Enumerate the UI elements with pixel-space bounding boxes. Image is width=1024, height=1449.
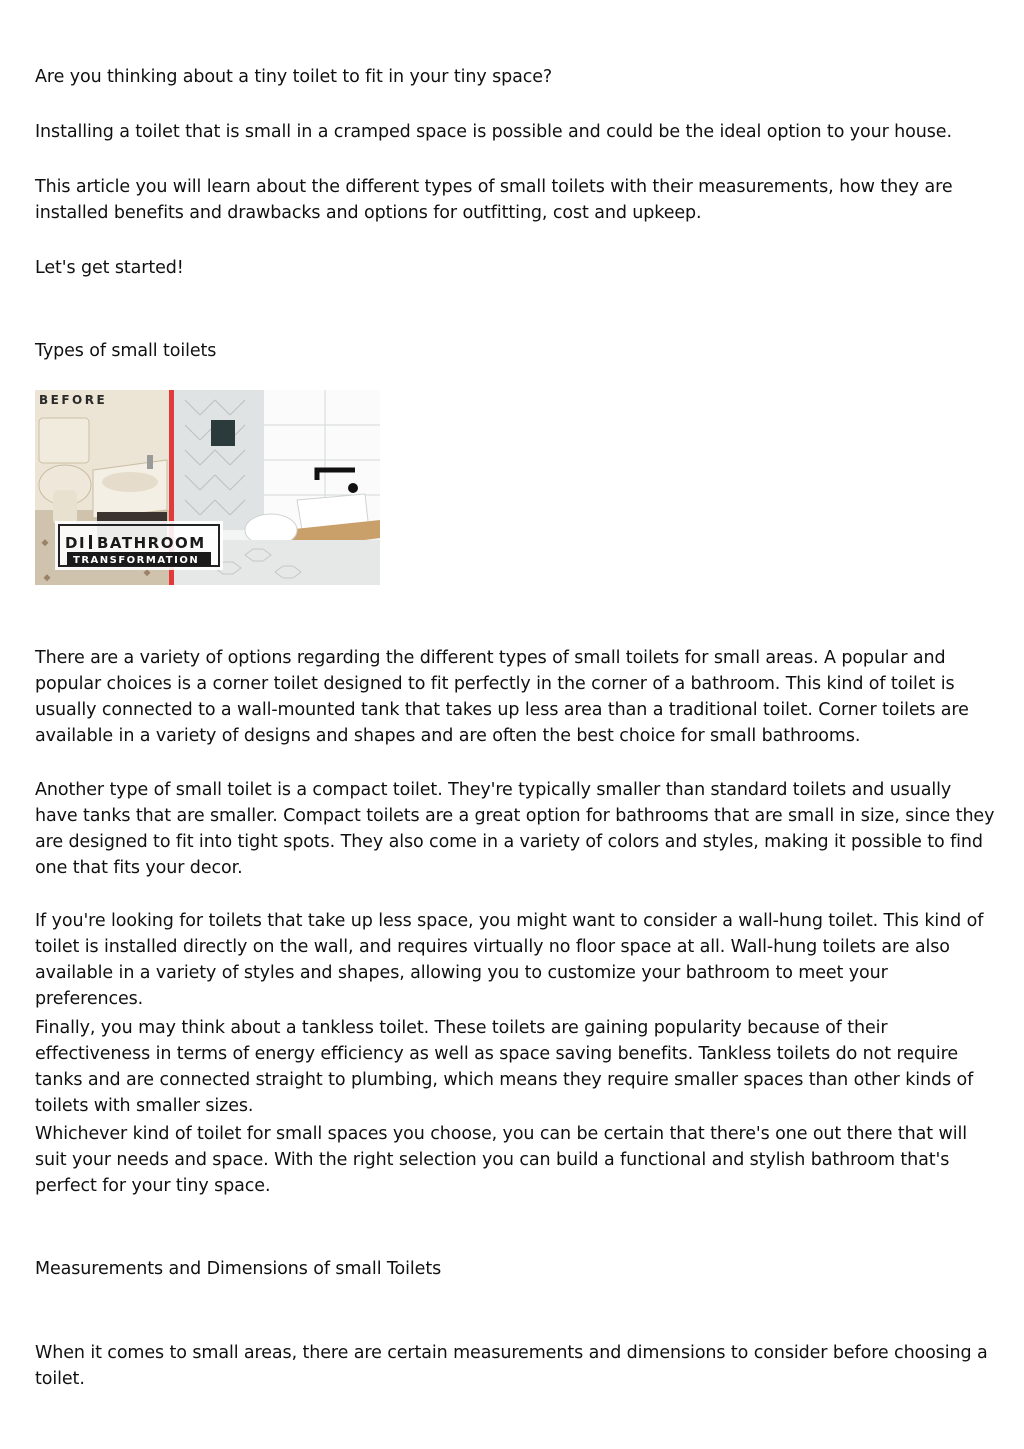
section-heading-types: Types of small toilets — [35, 341, 217, 361]
tool-icon — [89, 535, 92, 549]
intro-paragraph-4: Let's get started! — [35, 258, 184, 278]
types-paragraph-4: Finally, you may think about a tankless toilet. These toilets are gaining popularity because of their effectiveness in terms of energy efficiency as well as space saving benefits. Tankless toilets do not require tanks and are connected straight to plumbing, which means they require smaller spaces than other kinds of toilets with smaller sizes. — [35, 1018, 974, 1116]
intro-paragraph-3: This article you will learn about the different types of small toilets with their measurements, how they are installed benefits and drawbacks and options for outfitting, cost and upkeep. — [35, 177, 953, 223]
before-label: BEFORE — [39, 393, 108, 407]
intro-paragraph-1: Are you thinking about a tiny toilet to fit in your tiny space? — [35, 67, 553, 87]
types-paragraph-5: Whichever kind of toilet for small spaces you choose, you can be certain that there's one out there that will suit your needs and space. With the right selection you can build a functional and stylish bathroom that's perfect for your tiny space. — [35, 1124, 967, 1196]
measurements-paragraph-1: When it comes to small areas, there are certain measurements and dimensions to consider before choosing a toilet. — [35, 1343, 988, 1389]
types-paragraph-1: There are a variety of options regarding the different types of small toilets for small areas. A popular and popular choices is a corner toilet designed to fit perfectly in the corner of a bathroom. This kind of toilet is usually connected to a wall-mounted tank that takes up less area than a traditional toilet. Corner toilets are available in a variety of designs and shapes and are often the best choice for small bathrooms. — [35, 648, 969, 746]
types-paragraph-2: Another type of small toilet is a compact toilet. They're typically smaller than standard toilets and usually have tanks that are smaller. Compact toilets are a great option for bathrooms that are small in size, since they are designed to fit into tight spots. They also come in a variety of colors and styles, making it possible to find one that fits your decor. — [35, 780, 995, 878]
badge-subtitle: TRANSFORMATION — [73, 555, 200, 566]
badge-title-prefix: DI — [65, 534, 87, 552]
intro-paragraph-2: Installing a toilet that is small in a cramped space is possible and could be the ideal option to your house. — [35, 122, 952, 142]
badge-title: BATHROOM — [97, 534, 206, 552]
bathroom-before-after-image — [35, 390, 380, 585]
types-paragraph-3: If you're looking for toilets that take up less space, you might want to consider a wall-hung toilet. This kind of toilet is installed directly on the wall, and requires virtually no floor space at all. Wall-hung toilets are also available in a variety of styles and shapes, allowing you to customize your bathroom to meet your preferences. — [35, 911, 984, 1009]
section-heading-measurements: Measurements and Dimensions of small Toilets — [35, 1259, 442, 1279]
